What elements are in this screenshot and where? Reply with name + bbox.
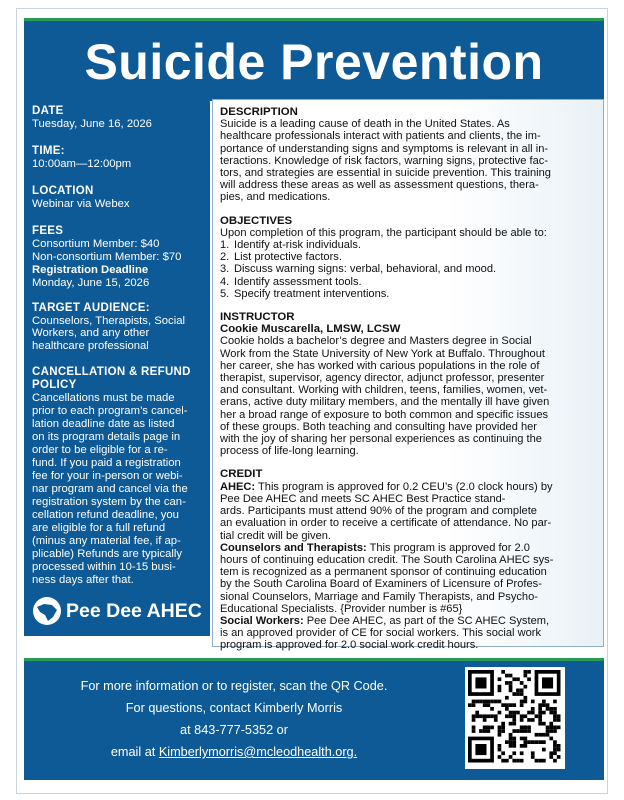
list-number: 1.	[220, 239, 230, 252]
footer-email-line	[24, 741, 444, 763]
list-number: 3.	[220, 263, 230, 276]
time-block	[32, 145, 210, 171]
cancellation-line: fee for your in-person or webi-	[32, 470, 183, 483]
email-prefix: email at	[110, 745, 159, 759]
credit-line	[220, 481, 595, 493]
list-item	[220, 263, 595, 275]
instructor-section	[220, 311, 595, 457]
audience-label: TARGET AUDIENCE:	[32, 302, 150, 314]
footer-line: For questions, contact Kimberly Morris	[125, 701, 343, 715]
description-line: teractions. Knowledge of risk factors, warning signs, protective fac-	[220, 154, 549, 167]
footer-contact	[24, 675, 444, 763]
list-text: Identify assessment tools.	[234, 275, 362, 288]
audience-line: Workers, and any other	[32, 327, 150, 340]
list-item	[220, 288, 595, 300]
cancellation-line: lation deadline date as listed	[32, 418, 175, 431]
instructor-line: and consultant. Working with children, teens, families, women, vet-	[220, 384, 548, 397]
objectives-section	[220, 215, 595, 300]
credit-line: is an approved provider of CE for social workers. This social work	[220, 627, 542, 640]
list-item	[220, 276, 595, 288]
date-block	[32, 105, 210, 131]
audience-line: Counselors, Therapists, Social	[32, 315, 185, 327]
date-label: DATE	[32, 105, 64, 117]
deadline-value: Monday, June 15, 2026	[32, 277, 150, 289]
page-title: Suicide Prevention	[84, 34, 544, 90]
audience-line: healthcare professional	[32, 339, 149, 352]
list-number: 2.	[220, 251, 230, 264]
description-line: portance of understanding signs and symptoms is relevant in all in-	[220, 142, 549, 155]
cancellation-line: are eligible for a full refund	[32, 522, 166, 535]
location-block	[32, 185, 210, 211]
logo-text: Pee Dee AHEC	[66, 599, 202, 622]
list-text: List protective factors.	[234, 251, 342, 264]
cancellation-line: ness days after that.	[32, 574, 134, 587]
cancellation-label-cont: POLICY	[32, 379, 77, 392]
instructor-line: her career, she has worked with carious populations in the role of	[220, 359, 540, 372]
fees-label: FEES	[32, 225, 64, 237]
credit-line: tial credit will be given.	[220, 529, 331, 542]
cancellation-line: (minus any material fee, if ap-	[32, 535, 181, 548]
cancellation-line: plicable) Refunds are typically	[32, 548, 183, 561]
credit-line: program is approved for 2.0 social work credit hours.	[220, 639, 479, 652]
instructor-line: process of life-long learning.	[220, 445, 359, 458]
cancellation-line: processed within 10-15 busi-	[32, 561, 176, 574]
instructor-line: with the joy of sharing her personal experiences as continuing the	[220, 433, 542, 446]
location-value: Webinar via Webex	[32, 198, 130, 210]
email-link[interactable]: Kimberlymorris@mcleodhealth.org.	[158, 745, 358, 759]
footer	[24, 661, 604, 780]
credit-line: an evaluation in order to receive a certificate of attendance. No par-	[220, 517, 552, 530]
ahec-logo	[32, 596, 202, 626]
cancellation-line: prior to each program’s cancel-	[32, 405, 188, 418]
objectives-list	[220, 239, 595, 300]
objectives-intro: Upon completion of this program, the participant should be able to:	[220, 226, 547, 239]
list-number: 5.	[220, 287, 230, 300]
social-label: Social Workers:	[220, 614, 304, 627]
instructor-title: INSTRUCTOR	[220, 311, 295, 324]
cancellation-block	[32, 366, 210, 587]
qr-code[interactable]	[465, 667, 565, 769]
credit-line: ards. Participants must attend 90% of the program and complete	[220, 505, 537, 518]
cancellation-line: order to be eligible for a re-	[32, 444, 168, 457]
description-title: DESCRIPTION	[220, 106, 298, 118]
instructor-name: Cookie Muscarella, LMSW, LCSW	[220, 323, 401, 336]
instructor-line: erans, active duty military members, and the mentally ill have given	[220, 396, 550, 409]
cancellation-label: CANCELLATION & REFUND	[32, 366, 191, 379]
instructor-line: Cookie holds a bachelor’s degree and Masters degree in Social	[220, 335, 532, 348]
credit-line: by the South Carolina Board of Examiners of Licensure of Profes-	[220, 578, 542, 591]
instructor-line: therapist, supervisor, agency director, adjunct professor, presenter	[220, 372, 545, 385]
location-label: LOCATION	[32, 185, 94, 197]
cancellation-line: Cancellations must be made	[32, 392, 175, 405]
description-line: healthcare professionals interact with patients and clients, the im-	[220, 130, 541, 143]
date-value: Tuesday, June 16, 2026	[32, 118, 152, 130]
list-number: 4.	[220, 275, 230, 288]
list-text: Specify treatment interventions.	[234, 287, 390, 300]
credit-line: Educational Specialists. {Provider number is #65}	[220, 602, 463, 615]
credit-line: hours of continuing education credit. The South Carolina AHEC sys-	[220, 553, 554, 566]
title-banner	[24, 18, 604, 101]
credit-line: sional Counselors, Marriage and Family Therapists, and Psycho-	[220, 590, 538, 603]
instructor-line: Work from the State University of New York at Buffalo. Throughout	[220, 347, 545, 360]
ahec-label: AHEC:	[220, 480, 256, 493]
credit-section	[220, 468, 595, 651]
list-text: Discuss warning signs: verbal, behavioral, and mood.	[234, 263, 497, 276]
credit-title: CREDIT	[220, 468, 263, 481]
credit-text: Pee Dee AHEC, as part of the SC AHEC System,	[303, 614, 550, 627]
cancellation-line: registration system by the can-	[32, 496, 186, 509]
instructor-line: her a broad range of exposure to both common and specific issues	[220, 408, 549, 421]
description-line: tors, and strategies are essential in suicide prevention. This training	[220, 167, 551, 180]
description-section	[220, 106, 595, 204]
main-content	[212, 99, 604, 652]
credit-line: tem is recognized as a permanent sponsor of continuing education	[220, 566, 547, 579]
credit-text: This program is approved for 2.0	[366, 541, 530, 554]
cancellation-line: fund. If you paid a registration	[32, 457, 181, 470]
list-item	[220, 251, 595, 263]
event-sidebar	[24, 99, 210, 636]
description-line: pies, and medications.	[220, 191, 331, 204]
cancellation-line: cellation refund deadline, you	[32, 509, 179, 522]
fee-consortium: Consortium Member: $40	[32, 238, 160, 250]
list-item	[220, 239, 595, 251]
list-text: Identify at-risk individuals.	[234, 239, 362, 252]
credit-text: This program is approved for 0.2 CEU’s (2.0 clock hours) by	[255, 480, 553, 493]
deadline-label: Registration Deadline	[32, 264, 149, 276]
credit-line: Pee Dee AHEC and meets SC AHEC Best Practice stand-	[220, 492, 506, 505]
cancellation-line: nar program and cancel via the	[32, 483, 188, 496]
credit-line	[220, 542, 595, 554]
fee-non-consortium: Non-consortium Member: $70	[32, 251, 182, 263]
time-label: TIME:	[32, 145, 65, 157]
fees-block	[32, 225, 210, 290]
south-carolina-state-icon	[32, 596, 62, 626]
time-value: 10:00am—12:00pm	[32, 158, 132, 170]
objectives-title: OBJECTIVES	[220, 214, 293, 227]
description-line: will address these areas as well as assessment questions, thera-	[220, 179, 539, 192]
qr-code-icon	[468, 670, 562, 766]
audience-block	[32, 302, 210, 352]
instructor-line: of these groups. Both teaching and consulting have provided her	[220, 420, 538, 433]
credit-line	[220, 615, 595, 627]
cancellation-line: on its program details page in	[32, 431, 181, 444]
counselors-label: Counselors and Therapists:	[220, 541, 367, 554]
footer-line: at 843-777-5352 or	[180, 723, 288, 737]
description-line: Suicide is a leading cause of death in the United States. As	[220, 118, 510, 131]
footer-line: For more information or to register, scan the QR Code.	[80, 679, 388, 693]
